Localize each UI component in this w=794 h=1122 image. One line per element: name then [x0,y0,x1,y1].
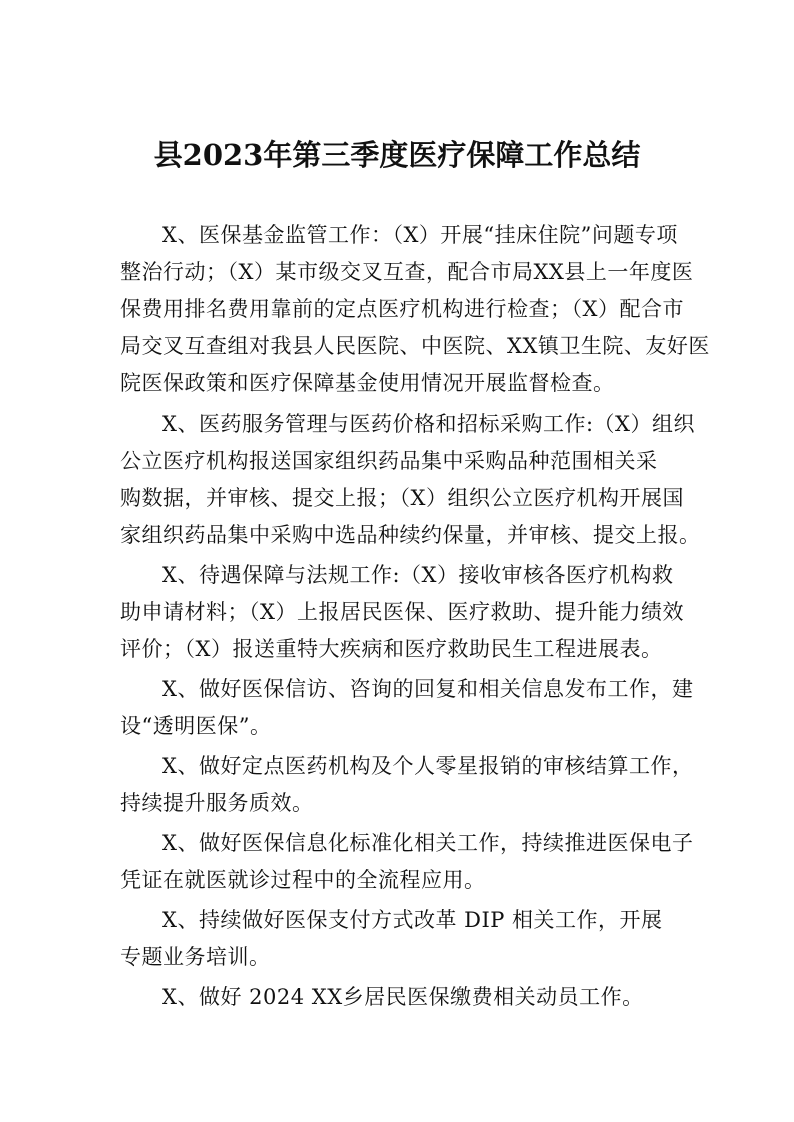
paragraph-6-line-2: 凭证在就医就诊过程中的全流程应用。 [120,868,486,892]
paragraph-1-line-5: 院医保政策和医疗保障基金使用情况开展监督检查。 [120,371,615,395]
paragraph-2-line-1: X、医药服务管理与医药价格和招标采购工作:（X）组织 [162,412,695,436]
paragraph-1-line-2: 整治行动；（X）某市级交叉互查，配合市局XX县上一年度医 [120,260,694,284]
paragraph-4-line-1: X、做好医保信访、咨询的回复和相关信息发布工作，建 [162,677,694,701]
paragraph-8-line-1: X、做好 2024 XX乡居民医保缴费相关动员工作。 [162,985,644,1009]
paragraph-2-line-4: 家组织药品集中采购中选品种续约保量，并审核、提交上报。 [120,523,701,547]
paragraph-7-line-1: X、持续做好医保支付方式改革 DIP 相关工作，开展 [162,908,663,932]
paragraph-1-line-3: 保费用排名费用靠前的定点医疗机构进行检查；（X）配合市 [120,297,684,321]
paragraph-4-line-2: 设“透明医保”。 [120,714,272,738]
paragraph-1-line-1: X、医保基金监管工作：（X）开展“挂床住院”问题专项 [162,223,678,247]
paragraph-5-line-2: 持续提升服务质效。 [120,791,314,815]
paragraph-5-line-1: X、做好定点医药机构及个人零星报销的审核结算工作， [162,754,694,778]
paragraph-3-line-2: 助申请材料；（X）上报居民医保、医疗救助、提升能力绩效 [120,600,684,624]
paragraph-3-line-3: 评价；（X）报送重特大疾病和医疗救助民生工程进展表。 [120,637,663,661]
paragraph-2-line-2: 公立医疗机构报送国家组织药品集中采购品种范围相关采 [120,449,658,473]
paragraph-6-line-1: X、做好医保信息化标准化相关工作，持续推进医保电子 [162,831,694,855]
paragraph-3-line-1: X、待遇保障与法规工作:（X）接收审核各医疗机构救 [162,563,674,587]
paragraph-1-line-4: 局交叉互查组对我县人民医院、中医院、XX镇卫生院、友好医 [120,334,710,358]
paragraph-2-line-3: 购数据，并审核、提交上报；（X）组织公立医疗机构开展国 [120,486,684,510]
document-title: 县2023年第三季度医疗保障工作总结 [153,138,641,172]
paragraph-7-line-2: 专题业务培训。 [120,945,271,969]
